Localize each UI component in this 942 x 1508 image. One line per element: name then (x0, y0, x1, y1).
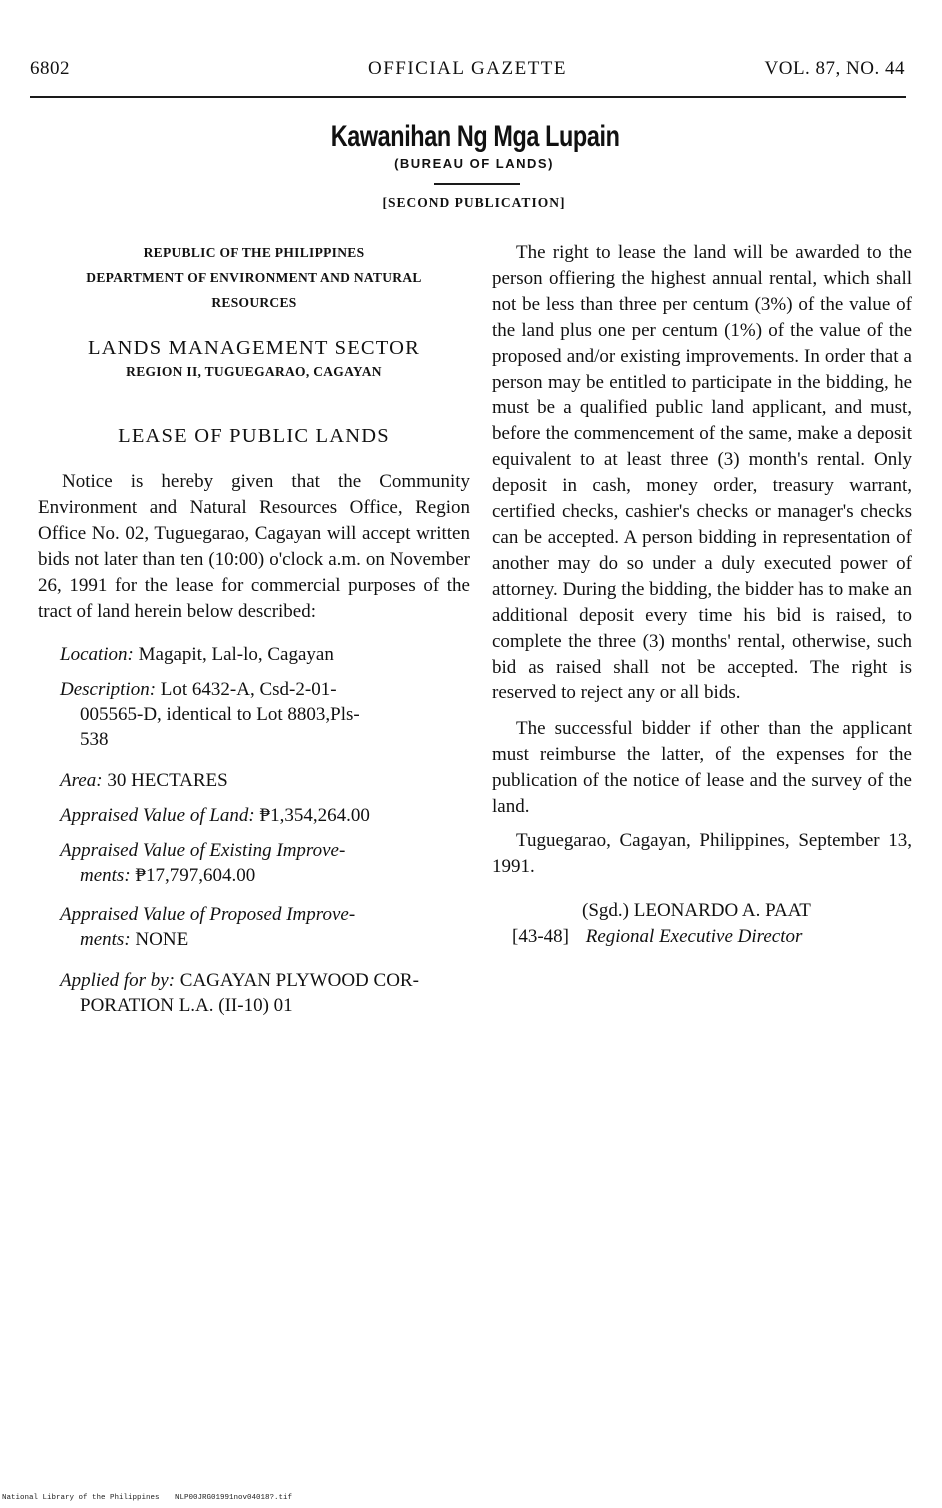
department-heading-line2: RESOURCES (211, 295, 297, 310)
republic-heading: REPUBLIC OF THE PHILIPPINES (143, 245, 365, 260)
signature-block (492, 898, 912, 950)
title-block (0, 120, 942, 211)
department-heading-line1: DEPARTMENT OF ENVIRONMENT AND NATURAL (86, 270, 422, 285)
header-rule (30, 96, 906, 98)
volume-issue: VOL. 87, NO. 44 (764, 58, 905, 79)
running-header (30, 58, 905, 88)
description-field (60, 677, 470, 752)
description-value-line3: 538 (80, 729, 109, 751)
appraised-land-value: ₱1,354,264.00 (259, 805, 370, 827)
signatory-name: LEONARDO A. PAAT (633, 899, 811, 921)
applicant-label: Applied for by: (60, 970, 176, 992)
appraised-existing-label-line1: Appraised Value of Existing Improve- (60, 840, 346, 862)
title-rule (434, 183, 520, 185)
area-value: 30 HECTARES (107, 770, 228, 792)
page-number: 6802 (30, 58, 70, 79)
appraised-existing-label-line2: ments: (80, 865, 131, 887)
appraised-existing-value: ₱17,797,604.00 (135, 865, 256, 887)
area-label: Area: (60, 770, 103, 792)
appraised-existing-field (60, 838, 470, 888)
appraised-proposed-label-line1: Appraised Value of Proposed Improve- (60, 904, 356, 926)
appraised-land-field (60, 803, 470, 828)
publication-name: OFFICIAL GAZETTE (367, 58, 568, 79)
appraised-proposed-value: NONE (135, 929, 189, 951)
terms-paragraph: The right to lease the land will be awarded to the person offiering the highest annual rental, which shall not be less than three per centum (3%) of the value of the land plus one per centum (1%) of the value of the proposed and/or existing improvements. In order that a person may be entitled to participate in the bidding, he must be a qualified public land applicant, and must, before the commencement of the same, make a deposit equivalent to at least three (3) month's rental. Only deposit in cash, money order, treasury warrant, certified checks, cashier's checks or manager's checks can be accepted. A person bidding in representation of another may do so under a duly executed power of attorney. During the bidding, the bidder has to make an additional deposit every time his bid is raised, to complete the three (3) months' rental, otherwise, such bid as raised shall not be accepted. The right is reserved to reject any or all bids. (492, 242, 912, 704)
area-field (60, 768, 470, 793)
sector-heading: LANDS MANAGEMENT SECTOR (87, 337, 421, 359)
reimbursement-paragraph: The successful bidder if other than the applicant must reimburse the latter, of the expenses for the publication of the notice of lease and the survey of the land. (492, 718, 912, 818)
location-field (60, 642, 470, 667)
description-label: Description: (60, 679, 157, 701)
left-column (38, 240, 470, 1018)
signature-prefix: (Sgd.) (582, 899, 629, 921)
appraised-proposed-label-line2: ments: (80, 929, 131, 951)
publication-reference: [43-48] (512, 925, 569, 947)
scan-file-label: NLP00JRG01991nov04018?.tif (175, 1494, 293, 1502)
signatory-role: Regional Executive Director (585, 925, 803, 947)
description-value-line2: 005565-D, identical to Lot 8803,Pls- (80, 704, 360, 726)
description-value-line1: Lot 6432-A, Csd-2-01- (160, 679, 337, 701)
appraised-proposed-field (60, 902, 470, 952)
appraised-land-label: Appraised Value of Land: (60, 805, 255, 827)
lease-title: LEASE OF PUBLIC LANDS (118, 425, 390, 447)
applicant-field (60, 968, 470, 1018)
applicant-value-line2: PORATION L.A. (II-10) 01 (80, 995, 293, 1017)
applicant-value-line1: CAGAYAN PLYWOOD COR- (179, 970, 419, 992)
bureau-subtitle: (BUREAU OF LANDS) (394, 156, 554, 171)
date-paragraph: Tuguegarao, Cagayan, Philippines, September 13, 1991. (492, 829, 912, 877)
bureau-title: Kawanihan Ng Mga Lupain (330, 120, 620, 153)
publication-note: [SECOND PUBLICATION] (382, 195, 566, 210)
scan-source-label: National Library of the Philippines (2, 1494, 160, 1502)
notice-paragraph: Notice is hereby given that the Community Environment and Natural Resources Office, Region Office No. 02, Tuguegarao, Cagayan will accept written bids not later than ten (10:00) o'clock a.m. on November 26, 1991 for the lease for commercial purposes of the tract of land herein below described: (38, 471, 470, 622)
region-heading: REGION II, TUGUEGARAO, CAGAYAN (126, 364, 382, 379)
right-column (492, 240, 912, 950)
location-label: Location: (60, 644, 134, 666)
location-value: Magapit, Lal-lo, Cagayan (138, 644, 334, 666)
